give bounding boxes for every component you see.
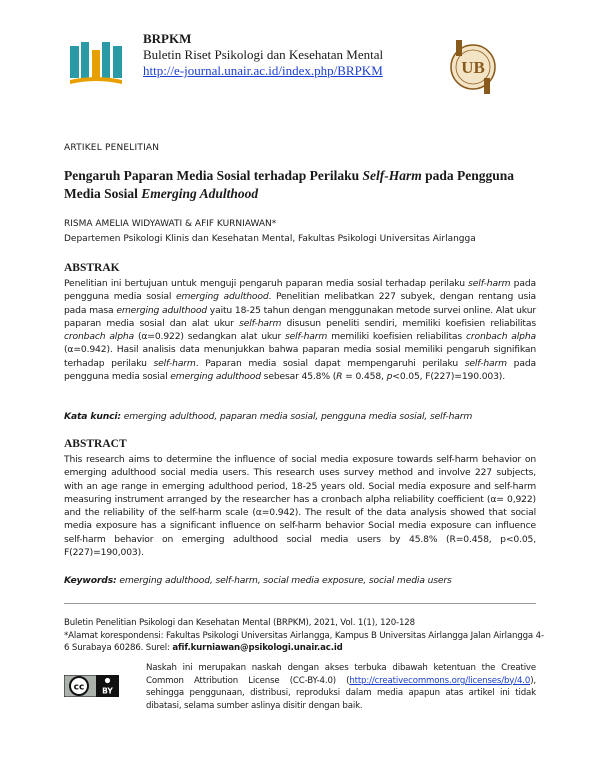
journal-header <box>143 30 383 79</box>
journal-url-link[interactable]: http://e-journal.unair.ac.id/index.php/BRPKM <box>143 63 383 78</box>
footer-divider <box>64 603 536 604</box>
journal-name: Buletin Riset Psikologi dan Kesehatan Mental <box>143 47 384 62</box>
kata-kunci: Kata kunci: emerging adulthood, paparan media sosial, pengguna media sosial, self-harm <box>64 411 473 422</box>
license-text: Naskah ini merupakan naskah dengan akses terbuka dibawah ketentuan the Creative Common Attribution License (CC-BY-4.0) (http://creativecommons.org/licenses/by/4.0), sehingga penggunaan, distribusi, reproduksi dalam media apapun atas artikel ini tidak dibatasi, selama sumber aslinya disitir dengan baik. <box>146 663 536 711</box>
abstract-body: This research aims to determine the influence of social media exposure towards self-harm behavior on emerging adulthood social media users. This research uses survey method and involve 227 subjects, with an age range in emerging adulthood period, 18-25 years old. Social media exposure and self-harm measuring instrument arranged by the researcher has a cronbach alpha reliability coefficient (α= 0,922) and the reliability of the self-harm scale (α=0.942). The result of the data analysis showed that social media exposure has a significant influence on self-harm behavior Social media exposure can influence self-harm behavior on emerging adulthood social media users by 45.8% (R=0.458, p<0.05, F(227)=190,003). <box>64 454 536 559</box>
cc-badge-text: cc <box>73 682 85 693</box>
citation-block <box>64 617 544 655</box>
article-type: ARTIKEL PENELITIAN <box>64 143 160 153</box>
abstrak-body: Penelitian ini bertujuan untuk menguji pengaruh paparan media sosial terhadap perilaku self-harm pada pengguna media sosial emerging adulthood. Penelitian melibatkan 227 subyek, dengan rentang usia pada masa emerging adulthood yaitu 18-25 tahun dengan menggunakan metode survei online. Alat ukur paparan media sosial dan alat ukur self-harm disusun peneliti sendiri, memiliki koefisien reliabilitas cronbach alpha (α=0.922) sedangkan alat ukur self-harm memiliki koefisien reliabilitas cronbach alpha (α=0.942). Hasil analisis data menunjukkan bahwa paparan media sosial memiliki pengaruh signifikan terhadap perilaku self-harm. Paparan media sosial dapat mempengaruhi perilaku self-harm pada pengguna media sosial emerging adulthood sebesar 45.8% (R = 0.458, p<0.05, F(227)=190.003). <box>64 278 536 383</box>
keywords: Keywords: emerging adulthood, self-harm, social media exposure, social media users <box>64 575 452 586</box>
university-logo <box>448 38 498 96</box>
cc-by-license-icon <box>64 675 119 697</box>
email[interactable]: afif.kurniawan@psikologi.unair.ac.id <box>172 643 343 653</box>
license-link[interactable]: http://creativecommons.org/licenses/by/4.0 <box>349 675 531 686</box>
logo-ub-text: UB <box>461 58 485 77</box>
journal-books-logo <box>68 40 124 86</box>
abstrak-heading: ABSTRAK <box>64 262 120 274</box>
citation-line: Buletin Penelitian Psikologi dan Kesehatan Mental (BRPKM), 2021, Vol. 1(1), 120-128 <box>64 618 415 628</box>
by-badge-text: BY <box>102 686 113 696</box>
correspondence: *Alamat korespondensi: Fakultas Psikologi Universitas Airlangga, Kampus B Universitas Airlangga Jalan Airlangga 4-6 Surabaya 60286. Surel: afif.kurniawan@psikologi.unair.ac.id <box>64 630 544 653</box>
article-title: Pengaruh Paparan Media Sosial terhadap Perilaku Self-Harm pada Pengguna Media Sosial Emerging Adulthood <box>64 168 515 201</box>
affiliation: Departemen Psikologi Klinis dan Kesehatan Mental, Fakultas Psikologi Universitas Airlangga <box>64 234 476 244</box>
authors: RISMA AMELIA WIDYAWATI & AFIF KURNIAWAN* <box>64 219 277 229</box>
journal-abbr: BRPKM <box>143 31 192 46</box>
abstract-heading: ABSTRACT <box>64 438 127 450</box>
